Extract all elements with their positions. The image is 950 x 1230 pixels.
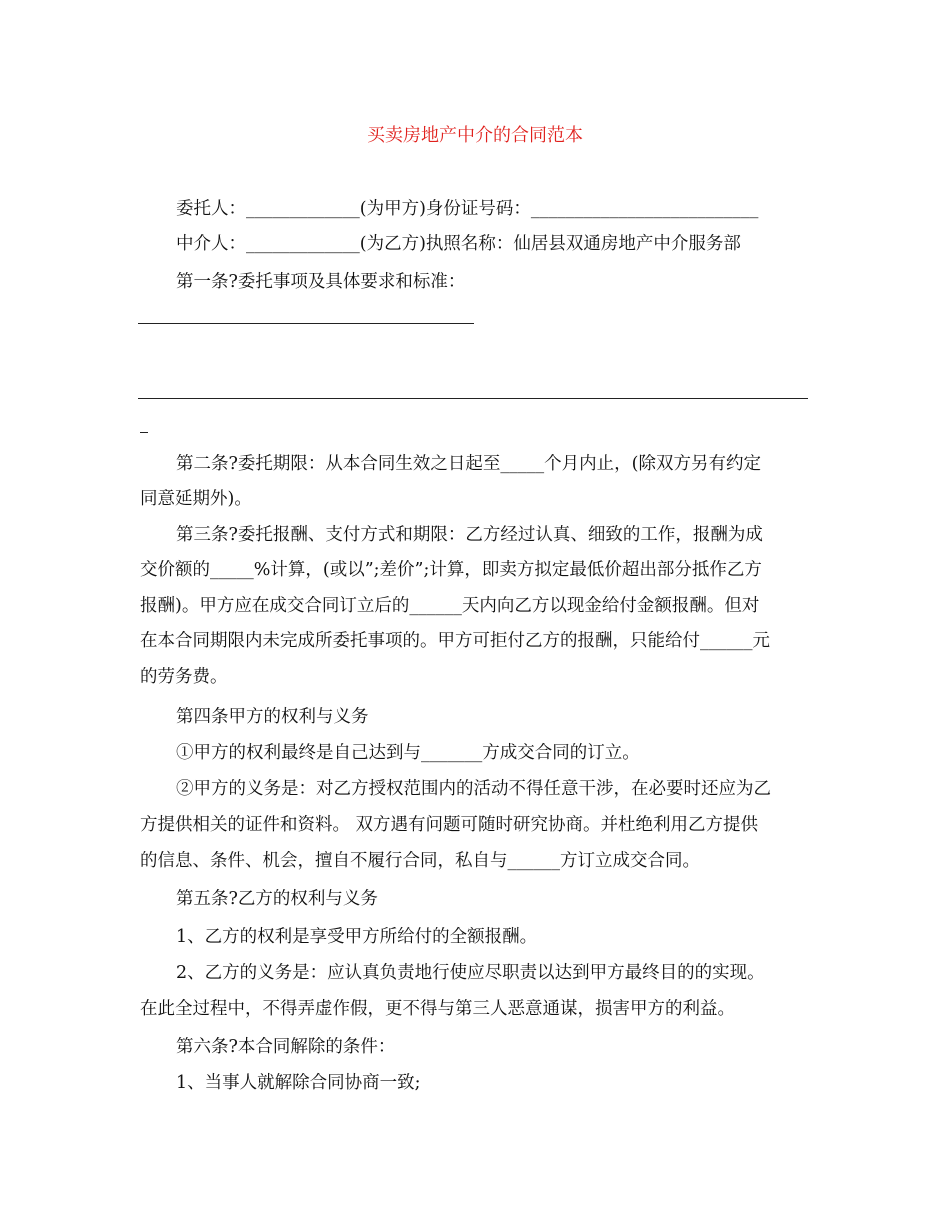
- article-6-heading: 第六条?本合同解除的条件：: [176, 1037, 396, 1057]
- article-5-heading: 第五条?乙方的权利与义务: [176, 889, 378, 909]
- article-4-clause: 的信息、条件、机会，擅自不履行合同，私自与______方订立成交合同。: [140, 851, 700, 871]
- article-4-clause: ②甲方的义务是：对乙方授权范围内的活动不得任意干涉，在必要时还应为乙: [176, 779, 771, 799]
- article-3-line: 交价额的_____%计算，(或以”;差价”;计算，即卖方拟定最低价超出部分抵作乙方: [140, 560, 762, 580]
- article-3-line: 报酬)。甲方应在成交合同订立后的______天内向乙方以现金给付金额报酬。但对: [140, 596, 760, 616]
- article-4-clause: 方提供相关的证件和资料。 双方遇有问题可随时研究协商。并杜绝利用乙方提供: [140, 815, 759, 835]
- agent-line: 中介人：_____________(为乙方)执照名称：仙居县双通房地产中介服务部: [176, 234, 741, 254]
- blank-fill-line-long: [138, 398, 808, 399]
- article-3-line: 第三条?委托报酬、支付方式和期限：乙方经过认真、细致的工作，报酬为成: [176, 525, 763, 545]
- article-5-clause: 在此全过程中，不得弄虚作假，更不得与第三人恶意通谋，损害甲方的利益。: [140, 999, 735, 1019]
- document-title: 买卖房地产中介的合同范本: [367, 125, 583, 146]
- article-6-clause: 1、当事人就解除合同协商一致;: [176, 1073, 421, 1093]
- article-4-clause: ①甲方的权利最终是自己达到与_______方成交合同的订立。: [176, 743, 640, 763]
- blank-fill-line: [138, 323, 474, 324]
- principal-line: 委托人：_____________(为甲方)身份证号码：__________________________: [176, 199, 759, 219]
- article-3-line: 的劳务费。: [140, 667, 228, 687]
- article-1-heading: 第一条?委托事项及具体要求和标准：: [176, 272, 466, 292]
- article-4-heading: 第四条甲方的权利与义务: [176, 707, 369, 727]
- article-3-line: 在本合同期限内未完成所委托事项的。甲方可拒付乙方的报酬，只能给付______元: [140, 631, 770, 651]
- article-2-line: 第二条?委托期限：从本合同生效之日起至_____个月内止，(除双方另有约定: [176, 454, 761, 474]
- article-2-line: 同意延期外)。: [140, 489, 252, 509]
- article-5-clause: 2、乙方的义务是：应认真负责地行使应尽职责以达到甲方最终目的的实现。: [176, 963, 765, 983]
- blank-fill-dash: [140, 432, 148, 433]
- article-5-clause: 1、乙方的权利是享受甲方所给付的全额报酬。: [176, 927, 538, 947]
